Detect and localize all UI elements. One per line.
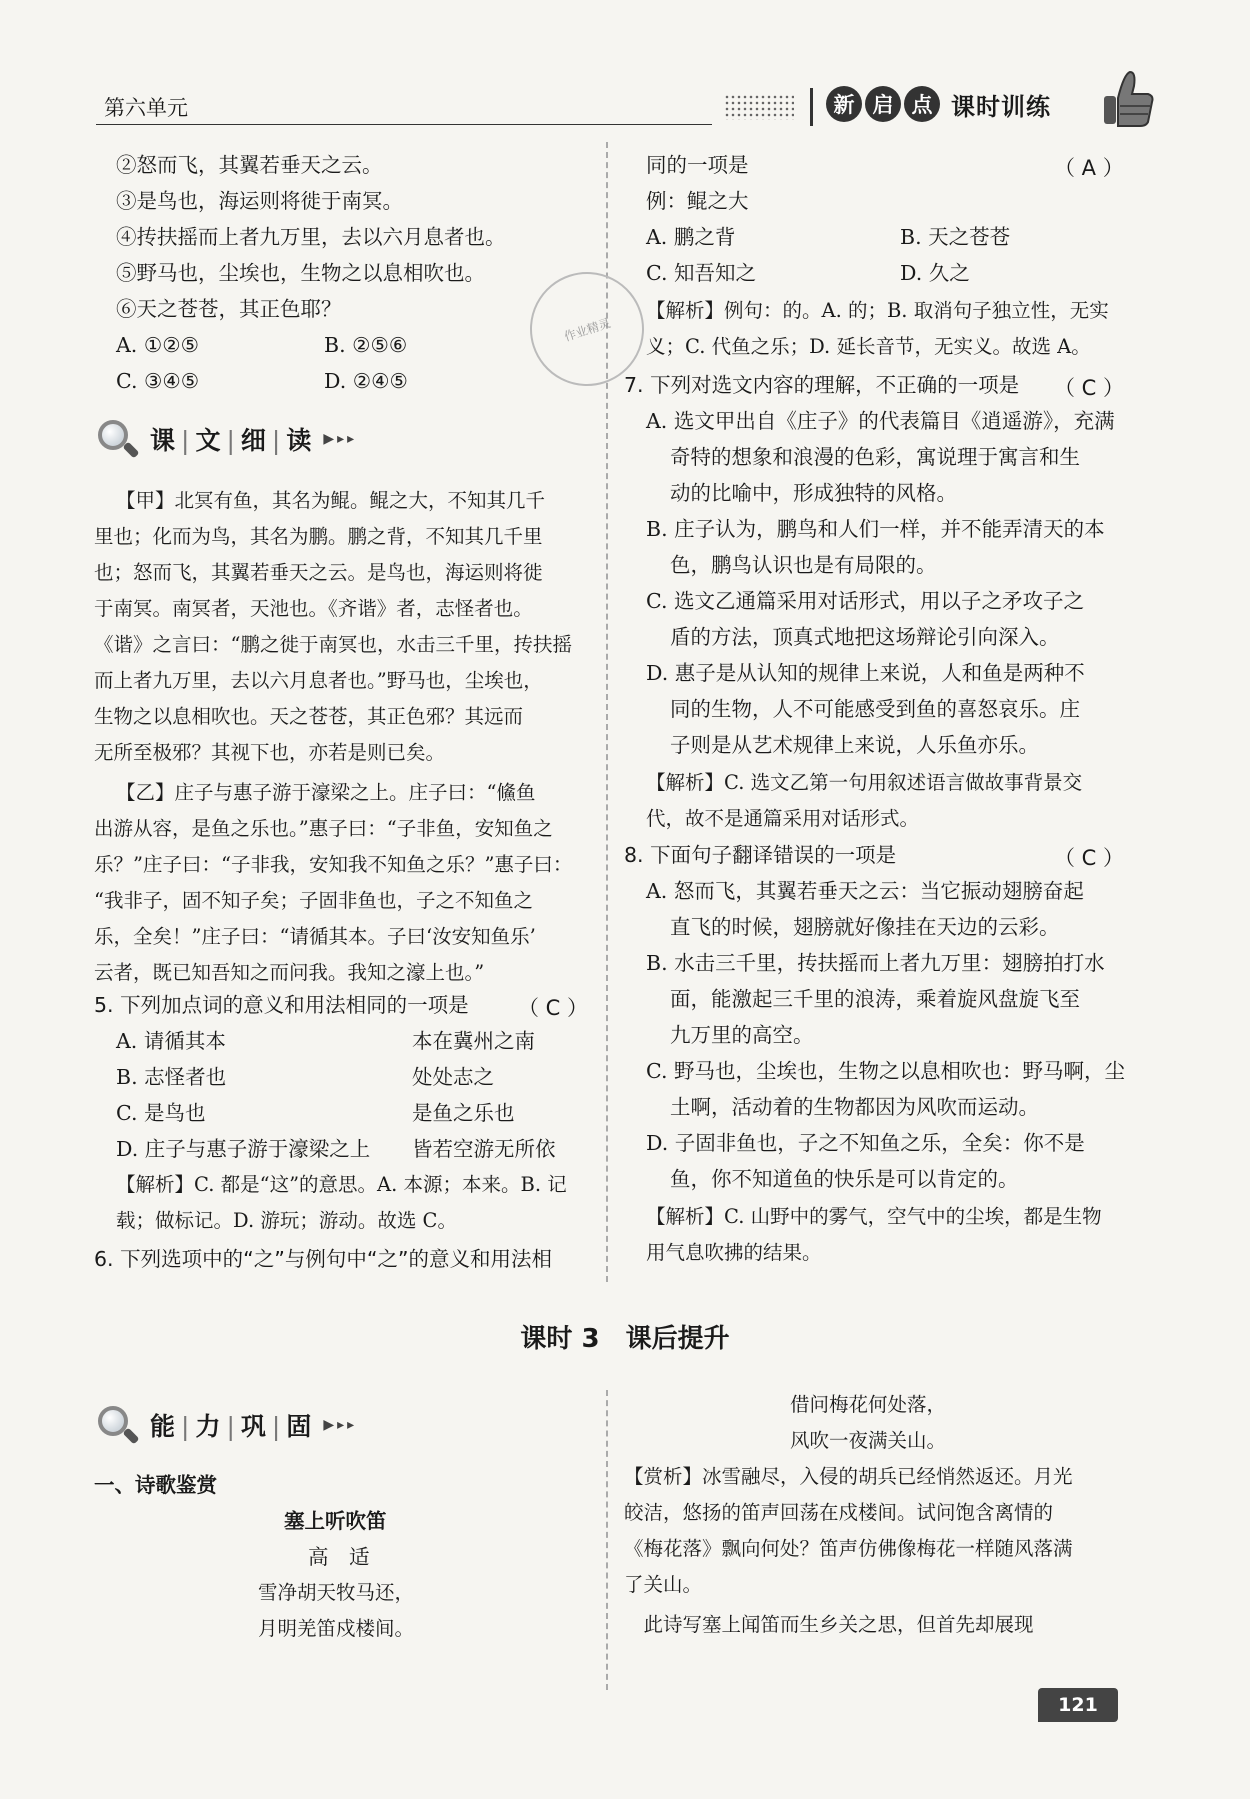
q8-analysis: 【解析】C. 山野中的雾气，空气中的尘埃，都是生物: [646, 1205, 1102, 1228]
question-5: 5. 下列加点词的意义和用法相同的一项是: [94, 993, 469, 1017]
choice-c: C. ③④⑤: [116, 369, 200, 393]
q7-analysis: 【解析】C. 选文乙第一句用叙述语言做故事背景交: [646, 771, 1083, 794]
q5-option-right: 处处志之: [412, 1065, 494, 1089]
appreciation-line: 此诗写塞上闻笛而生乡关之思，但首先却展现: [624, 1613, 1034, 1636]
q8-line: 鱼，你不知道鱼的快乐是可以肯定的。: [670, 1167, 1019, 1191]
appreciation-line: 【赏析】冰雪融尽，入侵的胡兵已经悄然返还。月光: [624, 1465, 1073, 1488]
section-char: 文: [195, 426, 223, 455]
section-char: 巩: [240, 1412, 268, 1441]
q8-analysis: 用气息吹拂的结果。: [646, 1241, 822, 1264]
section-header-ability: [94, 1402, 357, 1448]
section-char: 力: [195, 1412, 223, 1441]
section-char: 细: [240, 426, 268, 455]
dot-pattern: [724, 94, 794, 120]
q7-line: 盾的方法，顶真式地把这场辩论引向深入。: [670, 625, 1060, 649]
brand-char-3: 点: [904, 86, 940, 122]
q5-option-left: D. 庄子与惠子游于濠梁之上: [116, 1137, 371, 1161]
brand-title: 课时训练: [951, 92, 1051, 121]
section-header-reading: [94, 416, 357, 462]
header-rule: [96, 124, 712, 125]
answer-7: （ C ）: [1054, 376, 1125, 400]
q7-line: 子则是从艺术规律上来说，人乐鱼亦乐。: [670, 733, 1039, 757]
q7-line: D. 惠子是从认知的规律上来说，人和鱼是两种不: [646, 661, 1085, 685]
q8-line: 九万里的高空。: [670, 1023, 814, 1047]
q5-option-left: C. 是鸟也: [116, 1101, 206, 1125]
column-divider-bottom: [606, 1390, 608, 1690]
q7-line: A. 选文甲出自《庄子》的代表篇目《逍遥游》，充满: [646, 409, 1115, 433]
part-heading: 一、诗歌鉴赏: [94, 1473, 217, 1497]
answer-8: （ C ）: [1054, 846, 1125, 870]
passage-line: 云者，既已知吾知之而问我。我知之濠上也。”: [94, 961, 485, 984]
passage-line: 《谐》之言曰：“鹏之徙于南冥也，水击三千里，抟扶摇: [94, 633, 572, 656]
passage-line: 无所至极邪？其视下也，亦若是则已矣。: [94, 741, 446, 764]
q5-option-left: B. 志怪者也: [116, 1065, 227, 1089]
brand-logo: [826, 86, 1051, 122]
magnifier-icon: [94, 1402, 140, 1448]
q6-option: C. 知吾知之: [646, 261, 756, 285]
unit-label: 第六单元: [104, 96, 188, 120]
q6-option: B. 天之苍苍: [900, 225, 1011, 249]
passage-line: 乐？”庄子曰：“子非我，安知我不知鱼之乐？”惠子曰：: [94, 853, 573, 876]
passage-line: 【乙】庄子与惠子游于濠梁之上。庄子曰：“鯈鱼: [116, 781, 536, 804]
q8-line: A. 怒而飞，其翼若垂天之云：当它振动翅膀奋起: [646, 879, 1084, 903]
stamp-text: 作业精灵: [562, 315, 613, 344]
section-char: 课: [150, 426, 178, 455]
q7-line: 色，鹏鸟认识也是有局限的。: [670, 553, 937, 577]
section-char: 读: [286, 426, 314, 455]
q8-line: 直飞的时候，翅膀就好像挂在天边的云彩。: [670, 915, 1060, 939]
choice-a: A. ①②⑤: [116, 333, 199, 357]
section-title: 课 | 文 | 细 | 读: [150, 426, 314, 455]
passage-line: 【甲】北冥有鱼，其名为鲲。鲲之大，不知其几千: [116, 489, 546, 512]
question-8: 8. 下面句子翻译错误的一项是: [624, 843, 897, 867]
choice-d: D. ②④⑤: [324, 369, 408, 393]
answer-5: （ C ）: [518, 996, 589, 1020]
section-char: 能: [150, 1412, 178, 1441]
page-number: 121: [1038, 1688, 1118, 1722]
q7-line: C. 选文乙通篇采用对话形式，用以子之矛攻子之: [646, 589, 1084, 613]
poem-author: 高 适: [308, 1545, 370, 1569]
option-line: ②怒而飞，其翼若垂天之云。: [116, 153, 383, 177]
appreciation-line: 了关山。: [624, 1573, 703, 1596]
option-line: ③是鸟也，海运则将徙于南冥。: [116, 189, 403, 213]
brand-char-2: 启: [865, 86, 901, 122]
q6-option: D. 久之: [900, 261, 970, 285]
lesson-title: 课时 3 课后提升: [520, 1324, 730, 1354]
q6-option: A. 鹏之背: [646, 225, 736, 249]
q8-line: D. 子固非鱼也，子之不知鱼之乐，全矣：你不是: [646, 1131, 1085, 1155]
passage-line: 生物之以息相吹也。天之苍苍，其正色邪？其远而: [94, 705, 524, 728]
q7-line: 同的生物，人不可能感受到鱼的喜怒哀乐。庄: [670, 697, 1080, 721]
poem-line: 借问梅花何处落，: [790, 1393, 947, 1416]
appreciation-line: 《梅花落》飘向何处？笛声仿佛像梅花一样随风落满: [624, 1537, 1073, 1560]
passage-line: “我非子，固不知子矣；子固非鱼也，子之不知鱼之: [94, 889, 533, 912]
q5-option-right: 皆若空游无所依: [412, 1137, 556, 1161]
passage-line: 乐，全矣！”庄子曰：“请循其本。子曰‘汝安知鱼乐’: [94, 925, 536, 948]
q5-analysis: 载；做标记。D. 游玩；游动。故选 C。: [116, 1209, 457, 1232]
q7-line: B. 庄子认为，鹏鸟和人们一样，并不能弄清天的本: [646, 517, 1105, 541]
q8-line: B. 水击三千里，抟扶摇而上者九万里：翅膀拍打水: [646, 951, 1105, 975]
q5-option-right: 是鱼之乐也: [412, 1101, 515, 1125]
question-6: 6. 下列选项中的“之”与例句中“之”的意义和用法相: [94, 1247, 553, 1271]
arrow-icon: ▶▸▸: [323, 431, 358, 447]
section-title: 能 | 力 | 巩 | 固: [150, 1412, 314, 1441]
question-6-cont: 同的一项是: [646, 153, 749, 177]
q6-analysis: 【解析】例句：的。A. 的；B. 取消句子独立性，无实: [646, 299, 1109, 322]
q8-line: 面，能激起三千里的浪涛，乘着旋风盘旋飞至: [670, 987, 1080, 1011]
magnifier-icon: [94, 416, 140, 462]
q8-line: 土啊，活动着的生物都因为风吹而运动。: [670, 1095, 1039, 1119]
arrow-icon: ▶▸▸: [323, 1417, 358, 1433]
passage-line: 出游从容，是鱼之乐也。”惠子曰：“子非鱼，安知鱼之: [94, 817, 553, 840]
q6-example: 例：鲲之大: [646, 189, 749, 213]
answer-6: （ A ）: [1054, 156, 1124, 180]
poem-title: 塞上听吹笛: [284, 1509, 387, 1533]
brand-char-1: 新: [826, 86, 862, 122]
q5-analysis: 【解析】C. 都是“这”的意思。A. 本源；本来。B. 记: [116, 1173, 567, 1196]
q6-analysis: 义；C. 代鱼之乐；D. 延长音节，无实义。故选 A。: [646, 335, 1091, 358]
poem-line: 月明羌笛戍楼间。: [258, 1617, 415, 1640]
passage-line: 里也；化而为鸟，其名为鹏。鹏之背，不知其几千里: [94, 525, 543, 548]
q7-line: 奇特的想象和浪漫的色彩，寓说理于寓言和生: [670, 445, 1080, 469]
thumbs-up-icon: [1098, 66, 1156, 130]
passage-line: 也；怒而飞，其翼若垂天之云。是鸟也，海运则将徙: [94, 561, 543, 584]
q5-option-right: 本在冀州之南: [412, 1029, 535, 1053]
poem-line: 风吹一夜满关山。: [790, 1429, 947, 1452]
poem-line: 雪净胡天牧马还，: [258, 1581, 415, 1604]
q5-option-left: A. 请循其本: [116, 1029, 226, 1053]
q7-line: 动的比喻中，形成独特的风格。: [670, 481, 957, 505]
choice-b: B. ②⑤⑥: [324, 333, 408, 357]
question-7: 7. 下列对选文内容的理解，不正确的一项是: [624, 373, 1020, 397]
option-line: ④抟扶摇而上者九万里，去以六月息者也。: [116, 225, 506, 249]
option-line: ⑥天之苍苍，其正色耶？: [116, 297, 342, 321]
q7-analysis: 代，故不是通篇采用对话形式。: [646, 807, 920, 830]
q8-line: C. 野马也，尘埃也，生物之以息相吹也：野马啊，尘: [646, 1059, 1125, 1083]
passage-line: 于南冥。南冥者，天池也。《齐谐》者，志怪者也。: [94, 597, 533, 620]
section-char: 固: [286, 1412, 314, 1441]
option-line: ⑤野马也，尘埃也，生物之以息相吹也。: [116, 261, 485, 285]
passage-line: 而上者九万里，去以六月息者也。”野马也，尘埃也，: [94, 669, 543, 692]
header-divider: [810, 88, 813, 126]
appreciation-line: 皎洁，悠扬的笛声回荡在戍楼间。试问饱含离情的: [624, 1501, 1054, 1524]
